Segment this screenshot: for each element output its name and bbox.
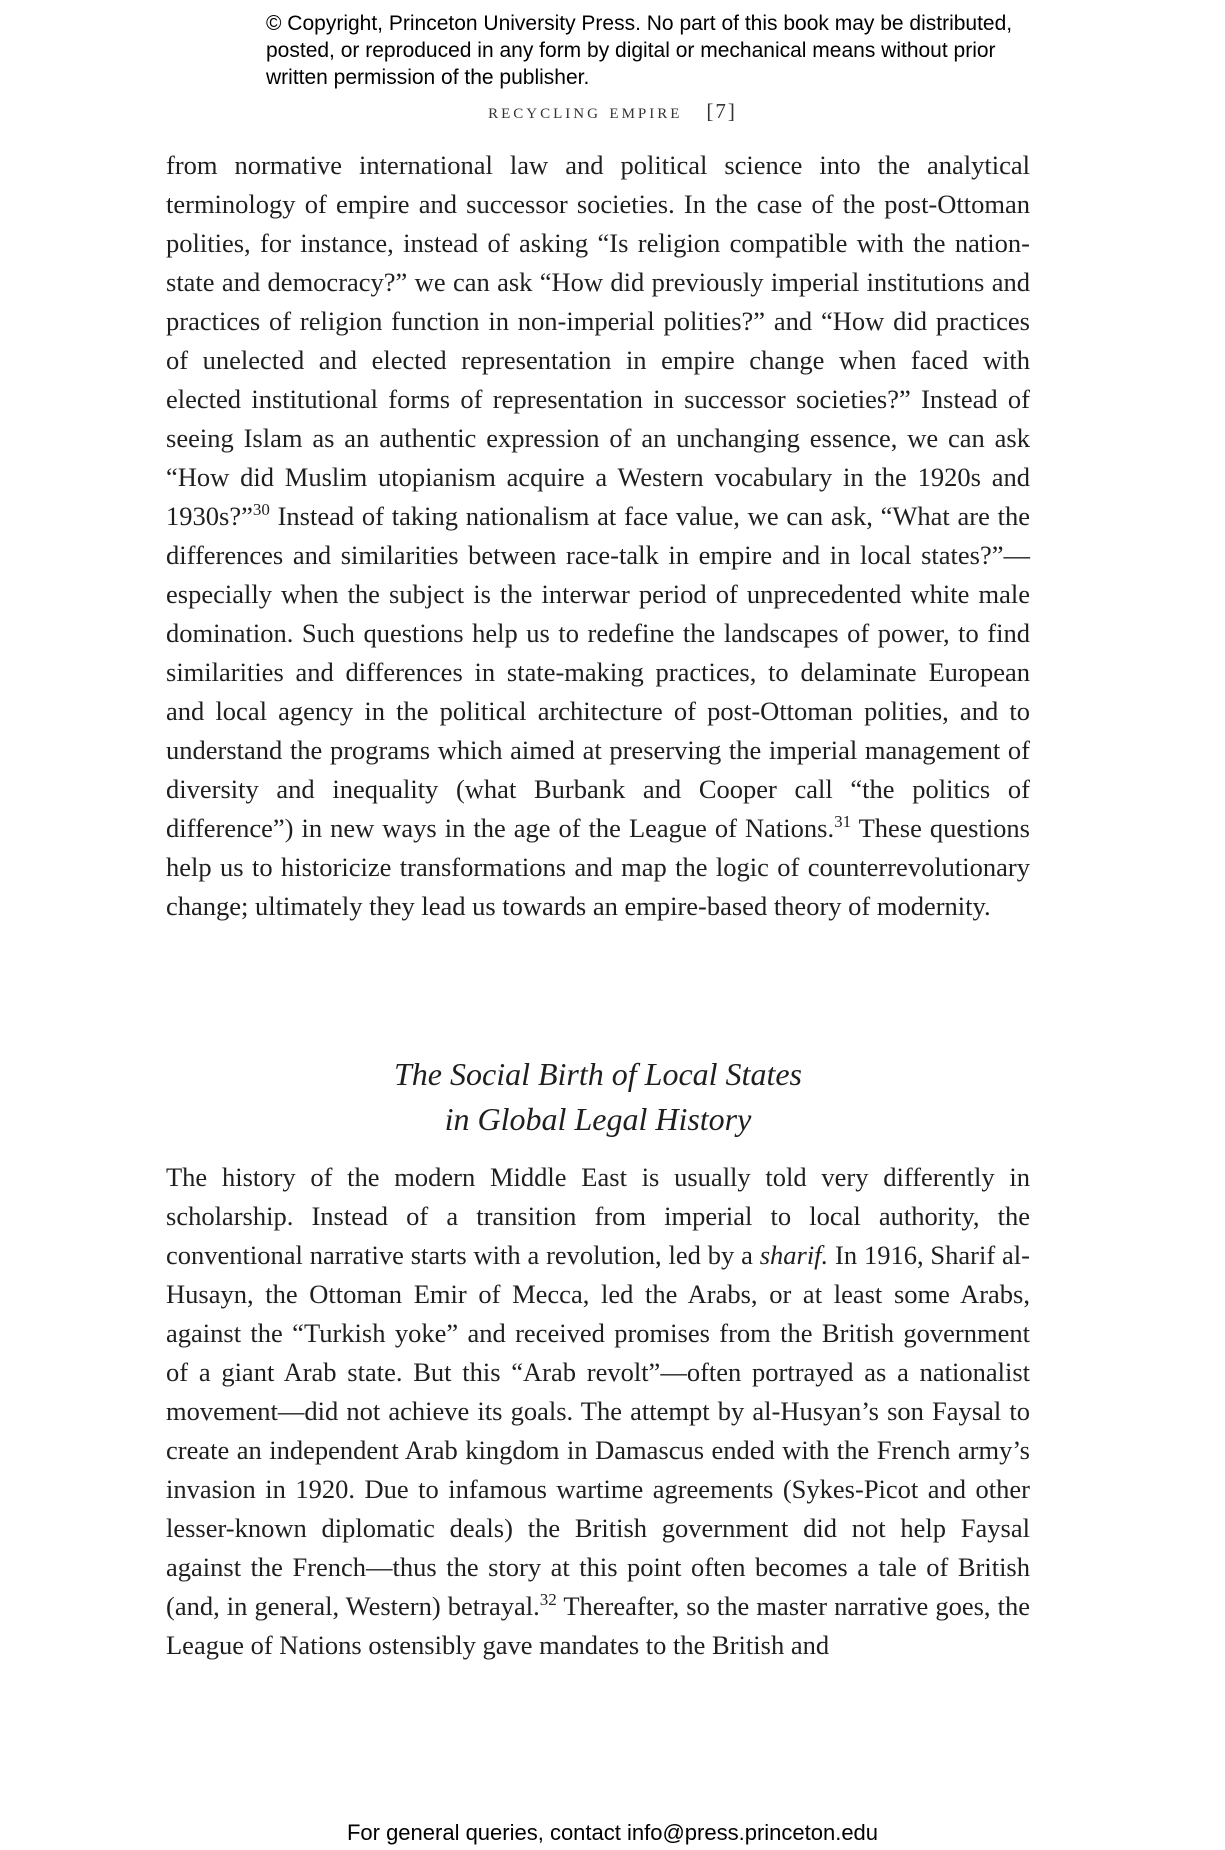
footnote-ref-31[interactable]: 31: [834, 812, 852, 832]
running-head: [0, 98, 1225, 124]
paragraph-1-text-b: Instead of taking nationalism at face value, we can ask, “What are the differences and similarities between race-talk in empire and in local states?”—especially when the subject is the interwar period of unprecedented white male domination. Such questions help us to redefine the landscapes of power, to find similarities and differences in state-making practices, to delaminate European and local agency in the political architecture of post-Ottoman polities, and to understand the programs which aimed at preserving the imperial management of diversity and inequality (what Burbank and Cooper call “the politics of difference”) in new ways in the age of the League of Nations.: [166, 501, 1030, 843]
page-number: [7]: [706, 99, 737, 123]
section-heading-line-2: in Global Legal History: [444, 1101, 752, 1137]
footnote-ref-30[interactable]: 30: [252, 500, 270, 520]
footer-contact: For general queries, contact info@press.princeton.edu: [346, 1820, 879, 1845]
copyright-notice: © Copyright, Princeton University Press. No part of this book may be distributed, posted, or reproduced in any form by digital or mechanical means without prior written permission of the publisher.: [266, 12, 1013, 89]
paragraph-2-text-a: The history of the modern Middle East is usually told very differently in scholarship. Instead of a transition from imperial to local authority, the conventional narrative starts with a revolution, led by a: [166, 1162, 1030, 1270]
paragraph-1: [166, 146, 1030, 926]
italic-term-sharif: sharif.: [759, 1240, 829, 1270]
paragraph-1-text-a: from normative international law and political science into the analytical terminology of empire and successor societies. In the case of the post-Ottoman polities, for instance, instead of asking “Is religion compatible with the nation-state and democracy?” we can ask “How did previously imperial institutions and practices of religion function in non-imperial polities?” and “How did practices of unelected and elected representation in empire change when faced with elected institutional forms of representation in successor societies?” Instead of seeing Islam as an authentic expression of an unchanging essence, we can ask “How did Muslim utopianism acquire a Western vocabulary in the 1920s and 1930s?”: [166, 150, 1030, 531]
running-head-title: recycling empire: [488, 98, 683, 123]
paragraph-1-text-c: These questions help us to historicize transformations and map the logic of counterrevolutionary change; ultimately they lead us towards an empire-based theory of modernity.: [166, 813, 1030, 921]
paragraph-2: [166, 1158, 1030, 1665]
footnote-ref-32[interactable]: 32: [539, 1590, 557, 1610]
section-heading-line-1: The Social Birth of Local States: [394, 1056, 802, 1092]
section-heading: [166, 1052, 1030, 1142]
paragraph-2-text-b: In 1916, Sharif al-Husayn, the Ottoman Emir of Mecca, led the Arabs, or at least some Arabs, against the “Turkish yoke” and received promises from the British government of a giant Arab state. But this “Arab revolt”—often portrayed as a nationalist movement—did not achieve its goals. The attempt by al-Husyan’s son Faysal to create an independent Arab kingdom in Damascus ended with the French army’s invasion in 1920. Due to infamous wartime agreements (Sykes-Picot and other lesser-known diplomatic deals) the British government did not help Faysal against the French—thus the story at this point often becomes a tale of British (and, in general, Western) betrayal.: [166, 1240, 1030, 1621]
paragraph-2-text-c: Thereafter, so the master narrative goes, the League of Nations ostensibly gave mandates to the British and: [166, 1591, 1030, 1660]
